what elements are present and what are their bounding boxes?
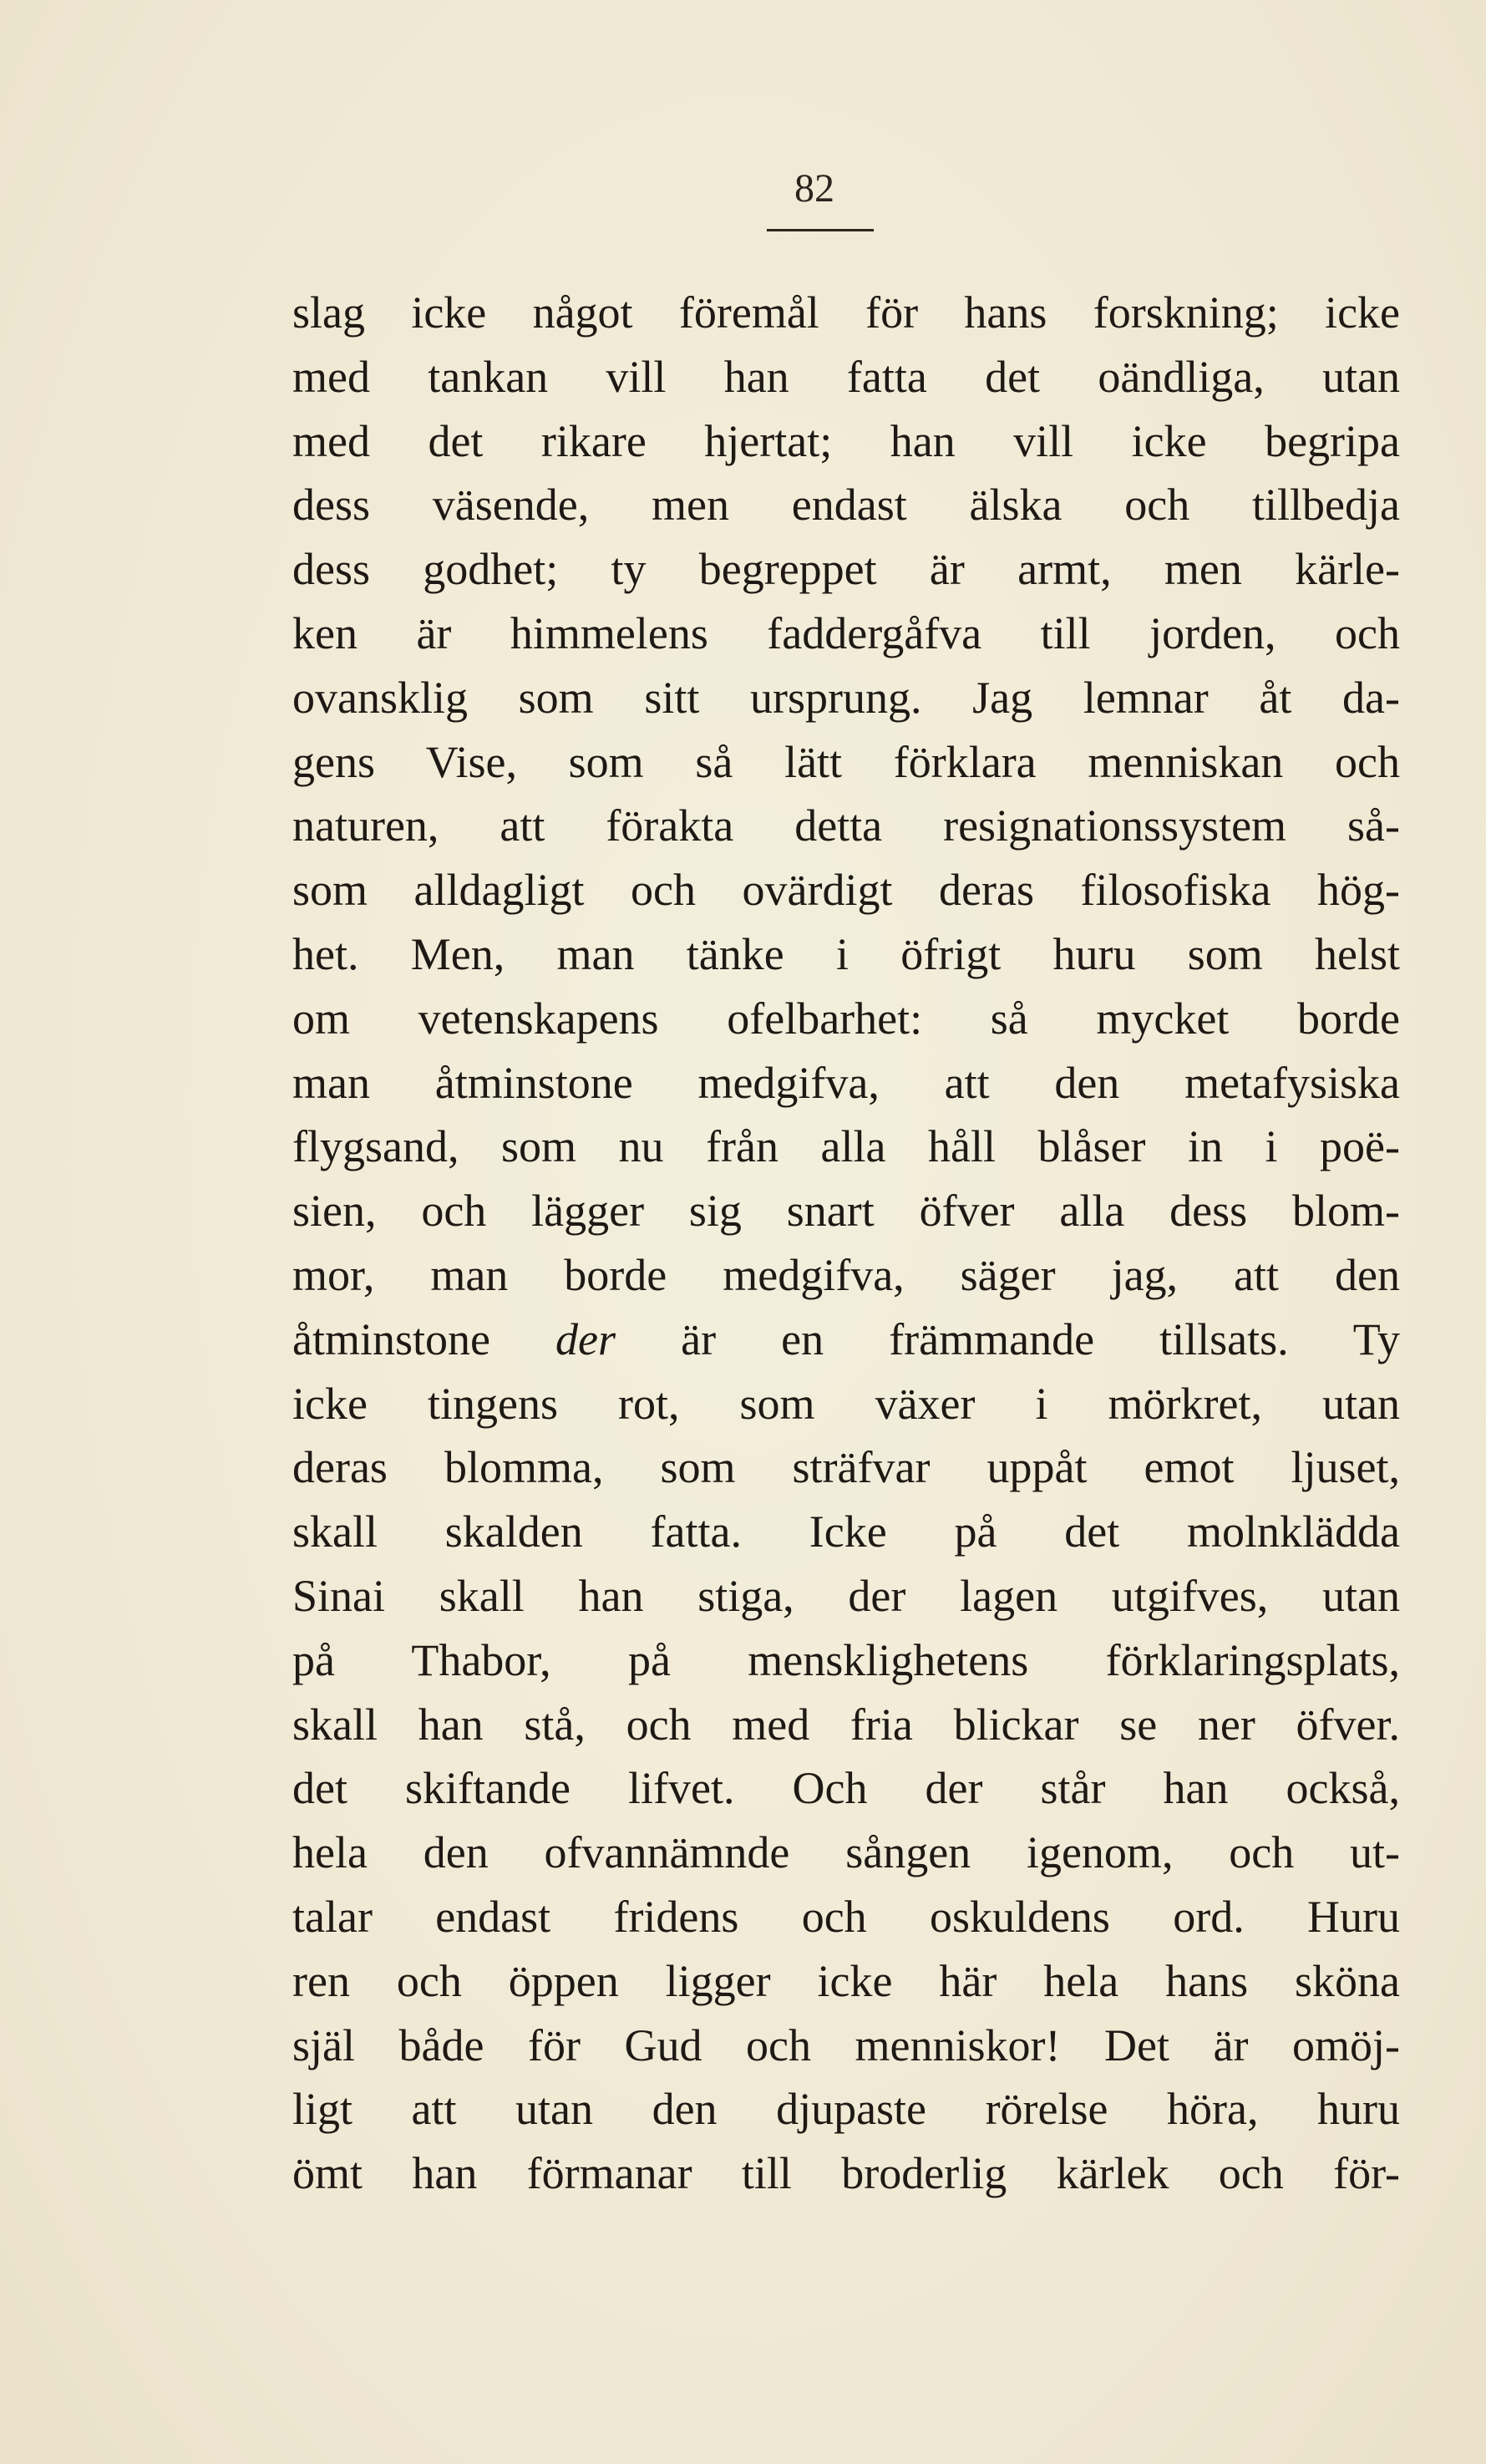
text-line: på Thabor, på mensklighetens förklaringsplats,: [292, 1634, 1400, 1685]
text-line: ren och öppen ligger icke här hela hans sköna: [292, 1955, 1400, 2006]
text-line: med det rikare hjertat; han vill icke begripa: [292, 415, 1400, 466]
text-line: ömt han förmanar till broderlig kärlek och för-: [292, 2148, 1400, 2199]
text-line: dess väsende, men endast älska och tillbedja: [292, 480, 1400, 531]
text-line: som alldagligt och ovärdigt deras filosofiska hög-: [292, 865, 1400, 916]
text-line: ovansklig som sitt ursprung. Jag lemnar åt da-: [292, 672, 1400, 723]
text-line: dess godhet; ty begreppet är armt, men kärle-: [292, 544, 1400, 595]
text-line: själ både för Gud och menniskor! Det är omöj-: [292, 2019, 1400, 2070]
page-number: 82: [794, 166, 834, 211]
text-line: mor, man borde medgifva, säger jag, att den: [292, 1249, 1400, 1300]
text-line: icke tingens rot, som växer i mörkret, utan: [292, 1378, 1400, 1429]
text-line: naturen, att förakta detta resignationssystem så-: [292, 800, 1400, 851]
text-line: het. Men, man tänke i öfrigt huru som helst: [292, 928, 1400, 979]
text-line: ken är himmelens faddergåfva till jorden, och: [292, 607, 1400, 658]
text-line: flygsand, som nu från alla håll blåser in i poë-: [292, 1121, 1400, 1172]
text-line: gens Vise, som så lätt förklara menniskan och: [292, 736, 1400, 787]
text-line: det skiftande lifvet. Och der står han också,: [292, 1763, 1400, 1814]
italic-word: der: [555, 1313, 616, 1364]
text-line: om vetenskapens ofelbarhet: så mycket borde: [292, 993, 1400, 1044]
text-line: med tankan vill han fatta det oändliga, utan: [292, 351, 1400, 402]
text-line: sien, och lägger sig snart öfver alla dess blom-: [292, 1186, 1400, 1237]
text-line: man åtminstone medgifva, att den metafysiska: [292, 1057, 1400, 1108]
text-segment: åtminstone: [292, 1313, 556, 1364]
text-line: hela den ofvannämnde sången igenom, och ut-: [292, 1827, 1400, 1878]
text-line-with-italic: [292, 1308, 1400, 1372]
text-line: skall han stå, och med fria blickar se ner öfver.: [292, 1699, 1400, 1750]
body-text: [292, 281, 1400, 2206]
header-rule: [767, 229, 874, 231]
text-segment: är en främmande tillsats. Ty: [616, 1313, 1400, 1364]
text-line: deras blomma, som sträfvar uppåt emot ljuset,: [292, 1442, 1400, 1493]
text-line: slag icke något föremål för hans forskning; icke: [292, 287, 1400, 338]
text-line: ligt att utan den djupaste rörelse höra, huru: [292, 2084, 1400, 2135]
text-line: Sinai skall han stiga, der lagen utgifves, utan: [292, 1570, 1400, 1621]
text-line: skall skalden fatta. Icke på det molnklädda: [292, 1506, 1400, 1557]
text-line: talar endast fridens och oskuldens ord. Huru: [292, 1891, 1400, 1942]
